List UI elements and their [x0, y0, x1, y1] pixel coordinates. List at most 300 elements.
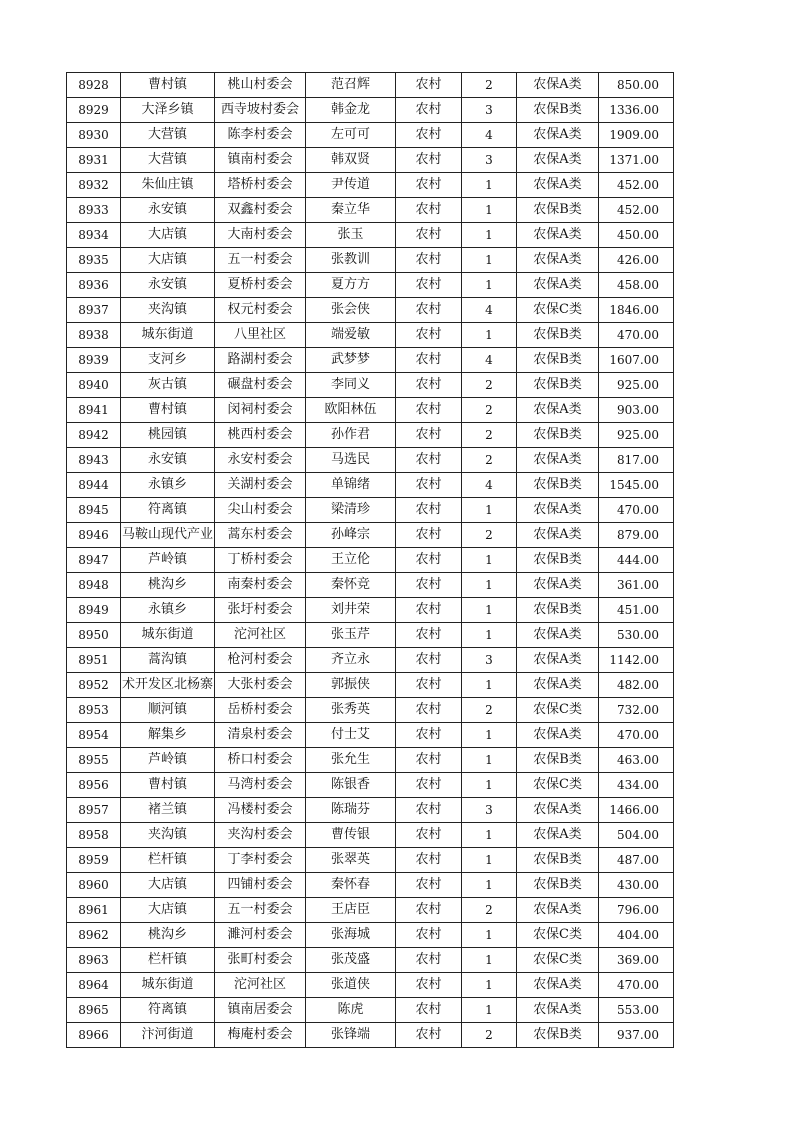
name-cell: 张教训: [306, 248, 396, 273]
town-cell: 永安镇: [121, 448, 215, 473]
count-cell: 1: [462, 198, 517, 223]
count-cell: 1: [462, 548, 517, 573]
village-cell: 桃山村委会: [215, 73, 306, 98]
name-cell: 单锦绪: [306, 473, 396, 498]
village-cell: 枪河村委会: [215, 648, 306, 673]
name-cell: 孙峰宗: [306, 523, 396, 548]
village-cell: 大南村委会: [215, 223, 306, 248]
category-cell: 农保B类: [517, 748, 599, 773]
town-cell: 永安镇: [121, 198, 215, 223]
village-cell: 夏桥村委会: [215, 273, 306, 298]
category-cell: 农保A类: [517, 998, 599, 1023]
row-number: 8948: [67, 573, 121, 598]
table-row: [67, 448, 674, 473]
row-number: 8932: [67, 173, 121, 198]
table-row: [67, 148, 674, 173]
type-cell: 农村: [396, 998, 462, 1023]
table-row: [67, 198, 674, 223]
name-cell: 张玉芹: [306, 623, 396, 648]
amount-cell: 1846.00: [599, 298, 674, 323]
category-cell: 农保A类: [517, 173, 599, 198]
type-cell: 农村: [396, 723, 462, 748]
table-row: [67, 398, 674, 423]
town-cell: 城东街道: [121, 323, 215, 348]
amount-cell: 504.00: [599, 823, 674, 848]
village-cell: 冯楼村委会: [215, 798, 306, 823]
amount-cell: 530.00: [599, 623, 674, 648]
type-cell: 农村: [396, 398, 462, 423]
town-cell: 永安镇: [121, 273, 215, 298]
village-cell: 陈李村委会: [215, 123, 306, 148]
row-number: 8938: [67, 323, 121, 348]
count-cell: 4: [462, 473, 517, 498]
name-cell: 张秀英: [306, 698, 396, 723]
type-cell: 农村: [396, 698, 462, 723]
table-row: [67, 373, 674, 398]
amount-cell: 937.00: [599, 1023, 674, 1048]
village-cell: 梅庵村委会: [215, 1023, 306, 1048]
table-row: [67, 823, 674, 848]
name-cell: 尹传道: [306, 173, 396, 198]
table-row: [67, 873, 674, 898]
amount-cell: 850.00: [599, 73, 674, 98]
row-number: 8959: [67, 848, 121, 873]
row-number: 8947: [67, 548, 121, 573]
town-cell: 支河乡: [121, 348, 215, 373]
category-cell: 农保A类: [517, 648, 599, 673]
town-cell: 桃沟乡: [121, 573, 215, 598]
table-row: [67, 123, 674, 148]
name-cell: 郭振侠: [306, 673, 396, 698]
type-cell: 农村: [396, 498, 462, 523]
name-cell: 陈银香: [306, 773, 396, 798]
village-cell: 蒿东村委会: [215, 523, 306, 548]
village-cell: 马湾村委会: [215, 773, 306, 798]
amount-cell: 450.00: [599, 223, 674, 248]
town-cell: 城东街道: [121, 623, 215, 648]
count-cell: 1: [462, 223, 517, 248]
town-cell: 永镇乡: [121, 598, 215, 623]
count-cell: 1: [462, 848, 517, 873]
category-cell: 农保C类: [517, 298, 599, 323]
name-cell: 欧阳林伍: [306, 398, 396, 423]
name-cell: 王立伦: [306, 548, 396, 573]
amount-cell: 1909.00: [599, 123, 674, 148]
village-cell: 桥口村委会: [215, 748, 306, 773]
village-cell: 塔桥村委会: [215, 173, 306, 198]
count-cell: 1: [462, 923, 517, 948]
count-cell: 3: [462, 148, 517, 173]
village-cell: 西寺坡村委会: [215, 98, 306, 123]
table-row: [67, 573, 674, 598]
amount-cell: 1371.00: [599, 148, 674, 173]
amount-cell: 903.00: [599, 398, 674, 423]
village-cell: 镇南村委会: [215, 148, 306, 173]
table-row: [67, 73, 674, 98]
town-cell: 永镇乡: [121, 473, 215, 498]
count-cell: 2: [462, 448, 517, 473]
town-cell: 夹沟镇: [121, 823, 215, 848]
count-cell: 1: [462, 973, 517, 998]
village-cell: 双鑫村委会: [215, 198, 306, 223]
name-cell: 张道侠: [306, 973, 396, 998]
name-cell: 秦怀春: [306, 873, 396, 898]
table-row: [67, 798, 674, 823]
town-cell: 曹村镇: [121, 398, 215, 423]
name-cell: 端爱敏: [306, 323, 396, 348]
type-cell: 农村: [396, 448, 462, 473]
row-number: 8960: [67, 873, 121, 898]
amount-cell: 553.00: [599, 998, 674, 1023]
type-cell: 农村: [396, 573, 462, 598]
category-cell: 农保B类: [517, 373, 599, 398]
table-row: [67, 773, 674, 798]
row-number: 8930: [67, 123, 121, 148]
type-cell: 农村: [396, 823, 462, 848]
town-cell: 马鞍山现代产业: [121, 523, 215, 548]
name-cell: 曹传银: [306, 823, 396, 848]
village-cell: 张圩村委会: [215, 598, 306, 623]
village-cell: 关湖村委会: [215, 473, 306, 498]
village-cell: 夹沟村委会: [215, 823, 306, 848]
amount-cell: 732.00: [599, 698, 674, 723]
town-cell: 栏杆镇: [121, 948, 215, 973]
table-row: [67, 848, 674, 873]
type-cell: 农村: [396, 748, 462, 773]
town-cell: 大店镇: [121, 248, 215, 273]
category-cell: 农保C类: [517, 923, 599, 948]
table-row: [67, 998, 674, 1023]
type-cell: 农村: [396, 198, 462, 223]
row-number: 8928: [67, 73, 121, 98]
row-number: 8944: [67, 473, 121, 498]
category-cell: 农保B类: [517, 548, 599, 573]
type-cell: 农村: [396, 598, 462, 623]
amount-cell: 1336.00: [599, 98, 674, 123]
table-row: [67, 423, 674, 448]
amount-cell: 470.00: [599, 498, 674, 523]
count-cell: 1: [462, 948, 517, 973]
town-cell: 符离镇: [121, 498, 215, 523]
amount-cell: 434.00: [599, 773, 674, 798]
count-cell: 1: [462, 173, 517, 198]
table-row: [67, 323, 674, 348]
town-cell: 大营镇: [121, 148, 215, 173]
count-cell: 2: [462, 373, 517, 398]
row-number: 8952: [67, 673, 121, 698]
row-number: 8961: [67, 898, 121, 923]
row-number: 8954: [67, 723, 121, 748]
type-cell: 农村: [396, 523, 462, 548]
amount-cell: 470.00: [599, 723, 674, 748]
amount-cell: 404.00: [599, 923, 674, 948]
count-cell: 3: [462, 98, 517, 123]
row-number: 8956: [67, 773, 121, 798]
count-cell: 2: [462, 423, 517, 448]
town-cell: 解集乡: [121, 723, 215, 748]
count-cell: 3: [462, 648, 517, 673]
category-cell: 农保A类: [517, 673, 599, 698]
type-cell: 农村: [396, 773, 462, 798]
category-cell: 农保B类: [517, 348, 599, 373]
amount-cell: 444.00: [599, 548, 674, 573]
count-cell: 1: [462, 623, 517, 648]
count-cell: 2: [462, 898, 517, 923]
village-cell: 永安村委会: [215, 448, 306, 473]
type-cell: 农村: [396, 848, 462, 873]
count-cell: 1: [462, 273, 517, 298]
village-cell: 濉河村委会: [215, 923, 306, 948]
row-number: 8950: [67, 623, 121, 648]
row-number: 8939: [67, 348, 121, 373]
category-cell: 农保B类: [517, 1023, 599, 1048]
row-number: 8929: [67, 98, 121, 123]
count-cell: 2: [462, 398, 517, 423]
type-cell: 农村: [396, 98, 462, 123]
amount-cell: 451.00: [599, 598, 674, 623]
row-number: 8940: [67, 373, 121, 398]
amount-cell: 482.00: [599, 673, 674, 698]
row-number: 8965: [67, 998, 121, 1023]
name-cell: 张茂盛: [306, 948, 396, 973]
name-cell: 陈虎: [306, 998, 396, 1023]
town-cell: 芦岭镇: [121, 548, 215, 573]
table-row: [67, 723, 674, 748]
name-cell: 王店臣: [306, 898, 396, 923]
row-number: 8964: [67, 973, 121, 998]
row-number: 8953: [67, 698, 121, 723]
row-number: 8936: [67, 273, 121, 298]
name-cell: 张海城: [306, 923, 396, 948]
table-row: [67, 473, 674, 498]
category-cell: 农保A类: [517, 448, 599, 473]
count-cell: 2: [462, 1023, 517, 1048]
type-cell: 农村: [396, 348, 462, 373]
table-row: [67, 623, 674, 648]
name-cell: 范召辉: [306, 73, 396, 98]
category-cell: 农保C类: [517, 698, 599, 723]
name-cell: 武梦梦: [306, 348, 396, 373]
amount-cell: 426.00: [599, 248, 674, 273]
table-row: [67, 648, 674, 673]
table-row: [67, 748, 674, 773]
amount-cell: 458.00: [599, 273, 674, 298]
table-row: [67, 1023, 674, 1048]
row-number: 8958: [67, 823, 121, 848]
name-cell: 秦立华: [306, 198, 396, 223]
amount-cell: 1545.00: [599, 473, 674, 498]
amount-cell: 817.00: [599, 448, 674, 473]
town-cell: 曹村镇: [121, 73, 215, 98]
town-cell: 符离镇: [121, 998, 215, 1023]
town-cell: 大店镇: [121, 223, 215, 248]
table-row: [67, 698, 674, 723]
count-cell: 1: [462, 873, 517, 898]
table-row: [67, 348, 674, 373]
count-cell: 1: [462, 673, 517, 698]
count-cell: 2: [462, 73, 517, 98]
row-number: 8945: [67, 498, 121, 523]
category-cell: 农保B类: [517, 473, 599, 498]
row-number: 8949: [67, 598, 121, 623]
table-row: [67, 973, 674, 998]
count-cell: 1: [462, 998, 517, 1023]
category-cell: 农保A类: [517, 73, 599, 98]
amount-cell: 452.00: [599, 198, 674, 223]
count-cell: 2: [462, 698, 517, 723]
category-cell: 农保A类: [517, 798, 599, 823]
category-cell: 农保A类: [517, 623, 599, 648]
town-cell: 大营镇: [121, 123, 215, 148]
name-cell: 刘井荣: [306, 598, 396, 623]
count-cell: 1: [462, 723, 517, 748]
type-cell: 农村: [396, 223, 462, 248]
amount-cell: 796.00: [599, 898, 674, 923]
town-cell: 术开发区北杨寨: [121, 673, 215, 698]
amount-cell: 925.00: [599, 423, 674, 448]
type-cell: 农村: [396, 798, 462, 823]
category-cell: 农保A类: [517, 223, 599, 248]
town-cell: 汴河街道: [121, 1023, 215, 1048]
village-cell: 大张村委会: [215, 673, 306, 698]
type-cell: 农村: [396, 473, 462, 498]
town-cell: 夹沟镇: [121, 298, 215, 323]
village-cell: 八里社区: [215, 323, 306, 348]
category-cell: 农保B类: [517, 198, 599, 223]
table-row: [67, 173, 674, 198]
village-cell: 镇南居委会: [215, 998, 306, 1023]
town-cell: 城东街道: [121, 973, 215, 998]
type-cell: 农村: [396, 973, 462, 998]
name-cell: 张会侠: [306, 298, 396, 323]
table-row: [67, 548, 674, 573]
count-cell: 4: [462, 298, 517, 323]
village-cell: 五一村委会: [215, 248, 306, 273]
category-cell: 农保B类: [517, 848, 599, 873]
amount-cell: 1466.00: [599, 798, 674, 823]
village-cell: 南秦村委会: [215, 573, 306, 598]
category-cell: 农保A类: [517, 973, 599, 998]
village-cell: 沱河社区: [215, 973, 306, 998]
row-number: 8966: [67, 1023, 121, 1048]
amount-cell: 879.00: [599, 523, 674, 548]
table-row: [67, 498, 674, 523]
type-cell: 农村: [396, 298, 462, 323]
name-cell: 付士艾: [306, 723, 396, 748]
type-cell: 农村: [396, 623, 462, 648]
name-cell: 左可可: [306, 123, 396, 148]
category-cell: 农保A类: [517, 248, 599, 273]
type-cell: 农村: [396, 123, 462, 148]
table-row: [67, 248, 674, 273]
type-cell: 农村: [396, 323, 462, 348]
category-cell: 农保A类: [517, 398, 599, 423]
table-row: [67, 98, 674, 123]
row-number: 8955: [67, 748, 121, 773]
count-cell: 1: [462, 748, 517, 773]
town-cell: 灰古镇: [121, 373, 215, 398]
table-row: [67, 223, 674, 248]
row-number: 8937: [67, 298, 121, 323]
amount-cell: 470.00: [599, 973, 674, 998]
village-cell: 丁李村委会: [215, 848, 306, 873]
amount-cell: 452.00: [599, 173, 674, 198]
town-cell: 芦岭镇: [121, 748, 215, 773]
type-cell: 农村: [396, 173, 462, 198]
village-cell: 闵祠村委会: [215, 398, 306, 423]
amount-cell: 463.00: [599, 748, 674, 773]
name-cell: 陈瑞芬: [306, 798, 396, 823]
category-cell: 农保C类: [517, 948, 599, 973]
town-cell: 大店镇: [121, 898, 215, 923]
table-row: [67, 273, 674, 298]
village-cell: 四铺村委会: [215, 873, 306, 898]
row-number: 8933: [67, 198, 121, 223]
village-cell: 桃西村委会: [215, 423, 306, 448]
category-cell: 农保B类: [517, 598, 599, 623]
name-cell: 张玉: [306, 223, 396, 248]
row-number: 8951: [67, 648, 121, 673]
town-cell: 顺河镇: [121, 698, 215, 723]
category-cell: 农保C类: [517, 773, 599, 798]
category-cell: 农保B类: [517, 323, 599, 348]
name-cell: 张允生: [306, 748, 396, 773]
village-cell: 岳桥村委会: [215, 698, 306, 723]
row-number: 8943: [67, 448, 121, 473]
type-cell: 农村: [396, 423, 462, 448]
town-cell: 蒿沟镇: [121, 648, 215, 673]
category-cell: 农保B类: [517, 873, 599, 898]
village-cell: 张町村委会: [215, 948, 306, 973]
village-cell: 路湖村委会: [215, 348, 306, 373]
category-cell: 农保A类: [517, 573, 599, 598]
type-cell: 农村: [396, 898, 462, 923]
town-cell: 桃沟乡: [121, 923, 215, 948]
village-cell: 尖山村委会: [215, 498, 306, 523]
type-cell: 农村: [396, 273, 462, 298]
count-cell: 4: [462, 123, 517, 148]
name-cell: 韩金龙: [306, 98, 396, 123]
village-cell: 权元村委会: [215, 298, 306, 323]
type-cell: 农村: [396, 673, 462, 698]
town-cell: 曹村镇: [121, 773, 215, 798]
amount-cell: 361.00: [599, 573, 674, 598]
town-cell: 栏杆镇: [121, 848, 215, 873]
count-cell: 1: [462, 323, 517, 348]
type-cell: 农村: [396, 373, 462, 398]
town-cell: 桃园镇: [121, 423, 215, 448]
row-number: 8957: [67, 798, 121, 823]
type-cell: 农村: [396, 548, 462, 573]
amount-cell: 487.00: [599, 848, 674, 873]
table-row: [67, 898, 674, 923]
row-number: 8941: [67, 398, 121, 423]
row-number: 8962: [67, 923, 121, 948]
table-row: [67, 673, 674, 698]
town-cell: 褚兰镇: [121, 798, 215, 823]
name-cell: 李同义: [306, 373, 396, 398]
row-number: 8931: [67, 148, 121, 173]
name-cell: 张锋端: [306, 1023, 396, 1048]
type-cell: 农村: [396, 248, 462, 273]
name-cell: 齐立永: [306, 648, 396, 673]
town-cell: 大泽乡镇: [121, 98, 215, 123]
table-row: [67, 298, 674, 323]
category-cell: 农保A类: [517, 898, 599, 923]
amount-cell: 1142.00: [599, 648, 674, 673]
row-number: 8935: [67, 248, 121, 273]
row-number: 8934: [67, 223, 121, 248]
